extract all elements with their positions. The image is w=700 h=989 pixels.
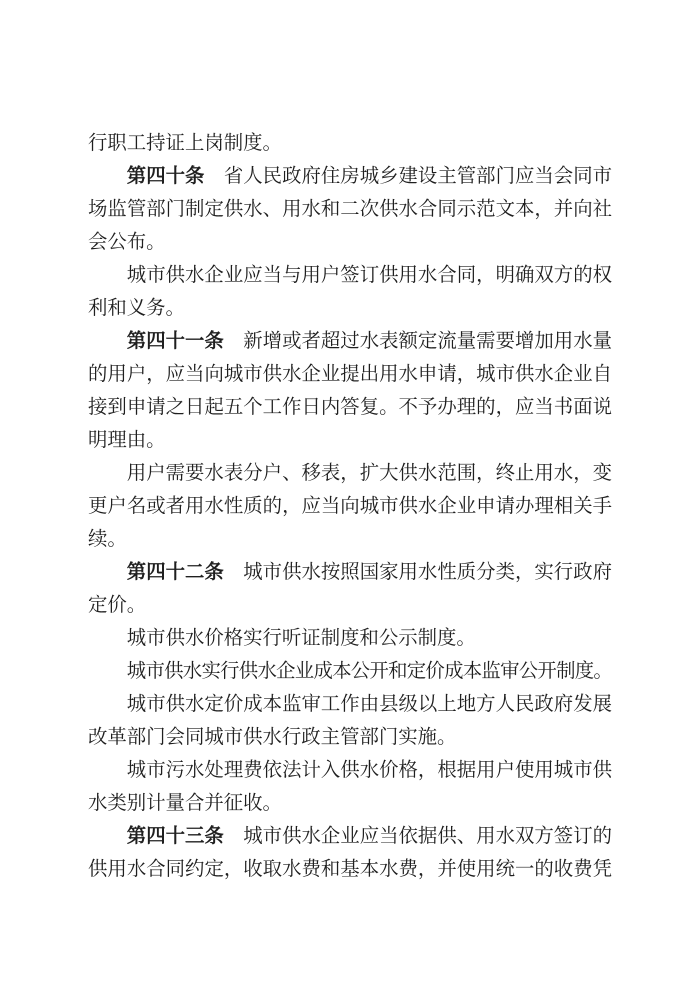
article-number: 第四十三条 [126, 826, 224, 847]
text-line: 城市供水价格实行听证制度和公示制度。 [126, 628, 476, 649]
text-line: 更户名或者用水性质的，应当向城市供水企业申请办理相关手 [88, 496, 612, 517]
article-number: 第四十条 [126, 166, 205, 187]
text-line: 第四十二条 城市供水按照国家用水性质分类，实行政府 [126, 562, 613, 583]
text-line: 城市供水实行供水企业成本公开和定价成本监审公开制度。 [126, 661, 612, 682]
text-line: 城市供水企业应当与用户签订供用水合同，明确双方的权 [126, 265, 612, 286]
text-line: 第四十一条 新增或者超过水表额定流量需要增加用水量 [126, 331, 613, 352]
text-block [88, 127, 612, 886]
text-line: 城市污水处理费依法计入供水价格，根据用户使用城市供 [126, 760, 612, 781]
text-line: 供用水合同约定，收取水费和基本水费，并使用统一的收费凭 [88, 859, 612, 880]
text-line: 场监管部门制定供水、用水和二次供水合同示范文本，并向社 [88, 199, 612, 220]
text-line: 用户需要水表分户、移表，扩大供水范围，终止用水，变 [126, 463, 612, 484]
text-line: 城市供水定价成本监审工作由县级以上地方人民政府发展 [126, 694, 612, 715]
text-line: 改革部门会同城市供水行政主管部门实施。 [88, 727, 457, 748]
text-line: 会公布。 [88, 232, 166, 253]
text-line: 行职工持证上岗制度。 [88, 133, 282, 154]
text-line: 利和义务。 [88, 298, 185, 319]
text-line: 第四十三条 城市供水企业应当依据供、用水双方签订的 [126, 826, 613, 847]
text-line: 定价。 [88, 595, 147, 616]
text-line: 接到申请之日起五个工作日内答复。不予办理的，应当书面说 [88, 397, 612, 418]
article-number: 第四十二条 [126, 562, 224, 583]
text-line: 的用户，应当向城市供水企业提出用水申请，城市供水企业自 [88, 364, 612, 385]
text-line: 第四十条 省人民政府住房城乡建设主管部门应当会同市 [126, 166, 613, 187]
text-line: 续。 [88, 529, 127, 550]
article-number: 第四十一条 [126, 331, 224, 352]
text-line: 水类别计量合并征收。 [88, 793, 282, 814]
text-line: 明理由。 [88, 430, 166, 451]
